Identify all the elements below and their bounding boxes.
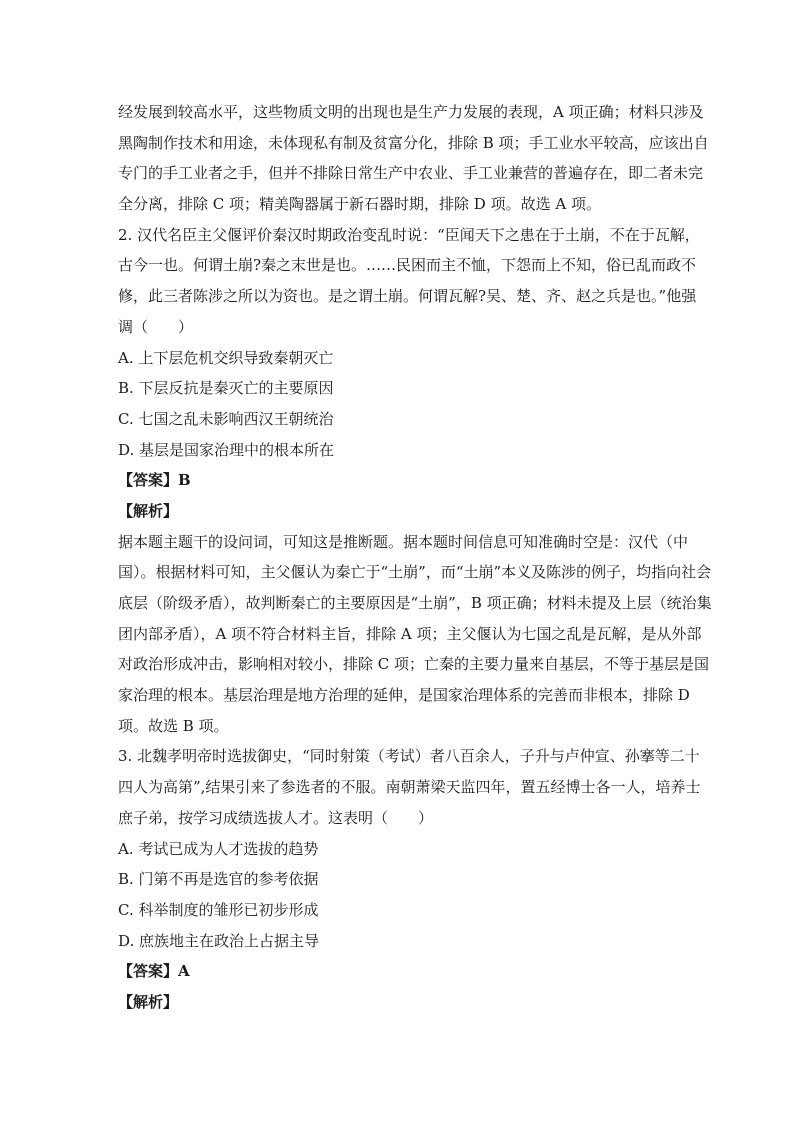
text-line: 团内部矛盾），A 项不符合材料主旨，排除 A 项；主父偃认为七国之乱是瓦解，是从外部 — [118, 624, 702, 643]
text-line: 庶子弟，按学习成绩选拔人才。这表明（ ） — [118, 808, 434, 827]
text-line: 家治理的根本。基层治理是地方治理的延伸，是国家治理体系的完善而非根本，排除 D — [118, 686, 690, 705]
text-line: B. 下层反抗是秦灭亡的主要原因 — [118, 379, 334, 398]
section-label: 【答案】B — [118, 471, 191, 490]
text-line: D. 庶族地主在政治上占据主导 — [118, 931, 320, 950]
text-line: 国）。根据材料可知，主父偃认为秦亡于“土崩”，而“土崩”本义及陈涉的例子，均指向社会 — [118, 563, 712, 582]
text-line: 底层（阶级矛盾），故判断秦亡的主要原因是“土崩”，B 项正确；材料未提及上层（统治集 — [118, 594, 712, 612]
text-line: 黑陶制作技术和用途，未体现私有制及贫富分化，排除 B 项；手工业水平较高，应该出自 — [118, 133, 709, 152]
text-line: 修，此三者陈涉之所以为资也。是之谓土崩。何谓瓦解?吴、楚、齐、赵之兵是也。”他强 — [118, 287, 697, 306]
text-line: 全分离，排除 C 项；精美陶器属于新石器时期，排除 D 项。故选 A 项。 — [118, 195, 601, 214]
text-line: B. 门第不再是选官的参考依据 — [118, 870, 319, 889]
text-line: 项。故选 B 项。 — [118, 716, 229, 735]
text-line: 据本题主题干的设问词，可知这是推断题。据本题时间信息可知准确时空是：汉代（中 — [118, 532, 689, 551]
text-line: 古今一也。何谓土崩?秦之末世是也。……民困而主不恤，下怨而上不知，俗已乱而政不 — [118, 256, 697, 275]
text-line: C. 科举制度的雏形已初步形成 — [118, 900, 319, 919]
text-line: 专门的手工业者之手，但并不排除日常生产中农业、手工业兼营的普遍存在，即二者未完 — [118, 164, 704, 183]
text-line: 四人为高第”,结果引来了参选者的不服。南朝萧梁天监四年，置五经博士各一人，培养士 — [118, 778, 701, 797]
section-label: 【答案】A — [118, 962, 190, 981]
text-line: D. 基层是国家治理中的根本所在 — [118, 440, 335, 459]
text-line: A. 考试已成为人才选拔的趋势 — [118, 839, 319, 858]
text-line: 调（ ） — [118, 317, 194, 336]
text-line: 对政治形成冲击，影响相对较小，排除 C 项；亡秦的主要力量来自基层，不等于基层是国 — [118, 655, 710, 674]
text-line: 3. 北魏孝明帝时选拔御史，“同时射策（考试）者八百余人，子升与卢仲宣、孙搴等二十 — [118, 747, 700, 766]
section-label: 【解析】 — [118, 501, 179, 520]
text-line: A. 上下层危机交织导致秦朝灭亡 — [118, 348, 334, 367]
document-body — [118, 97, 712, 1018]
text-line: 经发展到较高水平，这些物质文明的出现也是生产力发展的表现，A 项正确；材料只涉及 — [118, 103, 704, 121]
text-line: 2. 汉代名臣主父偃评价秦汉时期政治变乱时说：“臣闻天下之患在于土崩，不在于瓦解， — [118, 225, 700, 244]
section-label: 【解析】 — [118, 992, 179, 1011]
text-line: C. 七国之乱未影响西汉王朝统治 — [118, 409, 334, 428]
